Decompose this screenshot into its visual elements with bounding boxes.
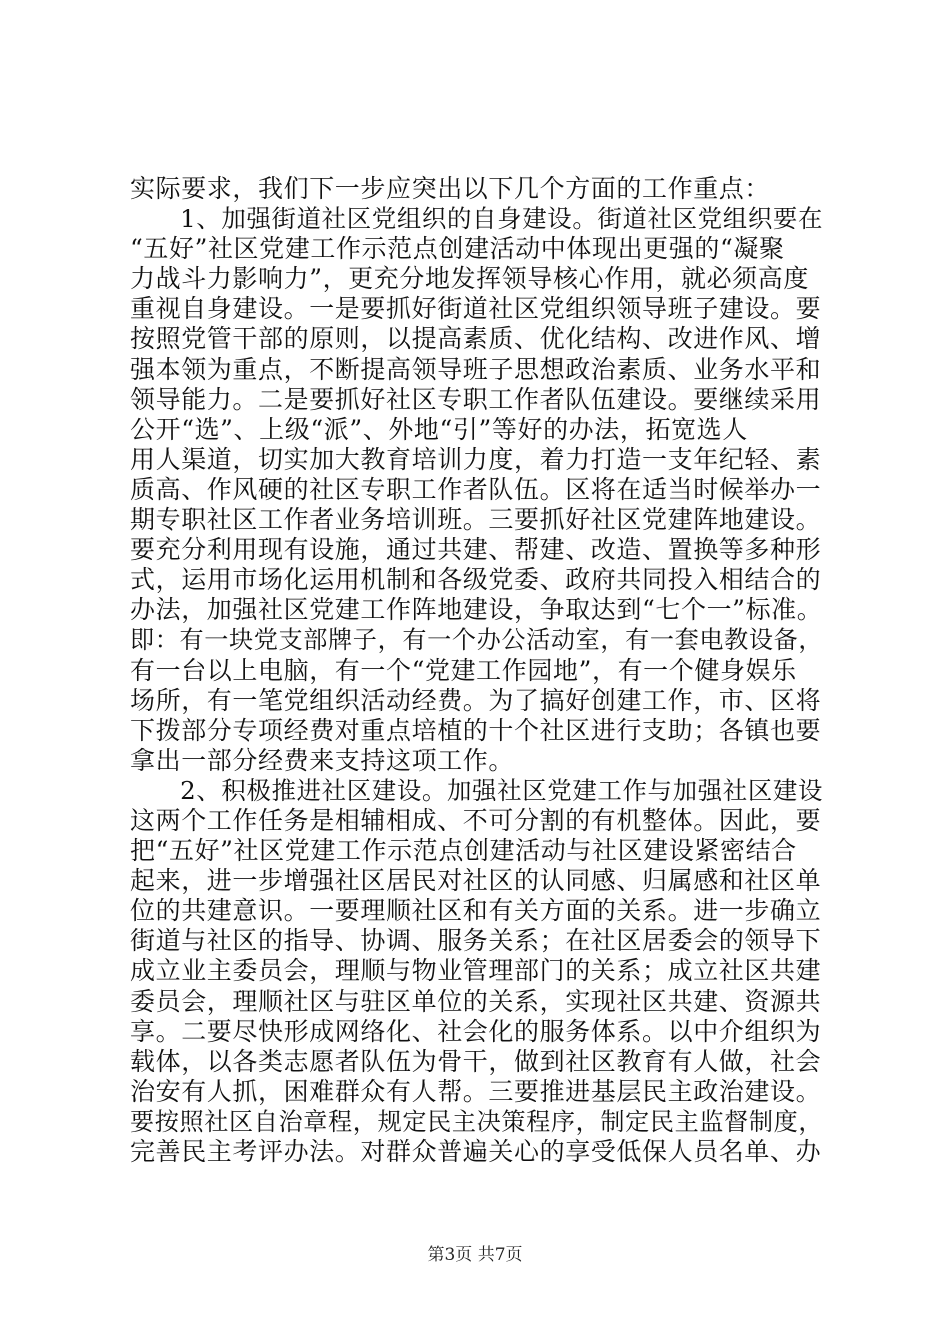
text-line: 起来，进一步增强社区居民对社区的认同感、归属感和社区单: [130, 866, 822, 896]
text-line: 期专职社区工作者业务培训班。三要抓好社区党建阵地建设。: [130, 505, 822, 535]
text-line: 强本领为重点，不断提高领导班子思想政治素质、业务水平和: [130, 354, 822, 384]
text-line: 有一台以上电脑，有一个“党建工作园地”，有一个健身娱乐: [130, 655, 797, 685]
text-line: 这两个工作任务是相辅相成、不可分割的有机整体。因此，要: [130, 805, 822, 835]
text-line: 要充分利用现有设施，通过共建、帮建、改造、置换等多种形: [130, 535, 822, 565]
text-line: 按照党管干部的原则，以提高素质、优化结构、改进作风、增: [130, 324, 822, 354]
text-line: 即：有一块党支部牌子，有一个办公活动室，有一套电教设备，: [130, 626, 824, 655]
text-line: 完善民主考评办法。对群众普遍关心的享受低保人员名单、办: [130, 1137, 822, 1166]
text-line: 办法，加强社区党建工作阵地建设，争取达到“七个一”标准。: [130, 595, 823, 625]
text-line: 重视自身建设。一是要抓好街道社区党组织领导班子建设。要: [130, 294, 822, 324]
text-line: 治安有人抓，困难群众有人帮。三要推进基层民主政治建设。: [130, 1076, 822, 1106]
text-line: 拿出一部分经费来支持这项工作。: [130, 745, 515, 775]
text-line: 成立业主委员会，理顺与物业管理部门的关系；成立社区共建: [130, 956, 822, 986]
body-text: [130, 174, 830, 1167]
text-line: 公开“选”、上级“派”、外地“引”等好的办法，拓宽选人: [130, 414, 748, 444]
text-line: 1、加强街道社区党组织的自身建设。街道社区党组织要在: [130, 204, 824, 234]
text-line: 力战斗力影响力”，更充分地发挥领导核心作用，就必须高度: [130, 264, 809, 294]
text-line: 委员会，理顺社区与驻区单位的关系，实现社区共建、资源共: [130, 986, 822, 1016]
text-line: 场所，有一笔党组织活动经费。为了搞好创建工作，市、区将: [130, 685, 822, 715]
text-line: 下拨部分专项经费对重点培植的十个社区进行支助；各镇也要: [130, 715, 822, 745]
text-line: 要按照社区自治章程，规定民主决策程序，制定民主监督制度，: [130, 1107, 824, 1136]
text-line: 领导能力。二是要抓好社区专职工作者队伍建设。要继续采用: [130, 384, 822, 414]
text-line: 用人渠道，切实加大教育培训力度，着力打造一支年纪轻、素: [130, 444, 822, 474]
text-line: 位的共建意识。一要理顺社区和有关方面的关系。进一步确立: [130, 896, 822, 926]
text-line: 把“五好”社区党建工作示范点创建活动与社区建设紧密结合: [130, 836, 797, 866]
text-line: 享。二要尽快形成网络化、社会化的服务体系。以中介组织为: [130, 1016, 822, 1046]
text-line: 街道与社区的指导、协调、服务关系；在社区居委会的领导下: [130, 926, 822, 956]
text-line: “五好”社区党建工作示范点创建活动中体现出更强的“凝聚: [130, 234, 785, 264]
text-line: 2、积极推进社区建设。加强社区党建工作与加强社区建设: [130, 775, 824, 805]
text-line: 式，运用市场化运用机制和各级党委、政府共同投入相结合的: [130, 565, 822, 595]
page-footer: 第3页 共7页: [427, 1245, 523, 1265]
text-line: 质高、作风硬的社区专职工作者队伍。区将在适当时候举办一: [130, 474, 822, 504]
text-line: 实际要求，我们下一步应突出以下几个方面的工作重点：: [130, 174, 771, 203]
text-line: 载体，以各类志愿者队伍为骨干，做到社区教育有人做，社会: [130, 1046, 822, 1076]
